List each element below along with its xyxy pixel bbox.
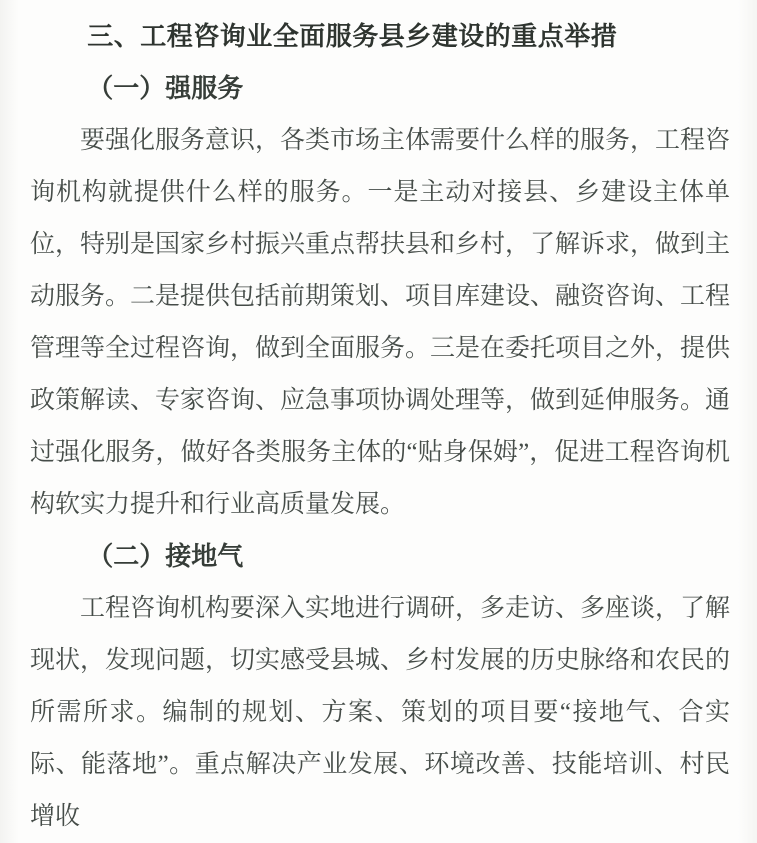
section-grounded [30,531,730,843]
subheading-grounded: （二）接地气 [87,542,244,571]
subheading-strong-service: （一）强服务 [87,74,244,103]
paragraph-strong-service: 要强化服务意识，各类市场主体需要什么样的服务，工程咨询机构就提供什么样的服务。一是主动对接县、乡建设主体单位，特别是国家乡村振兴重点帮扶县和乡村，了解诉求，做到主动服务。二是提供包括前期策划、项目库建设、融资咨询、工程管理等全过程咨询，做到全面服务。三是在委托项目之外，提供政策解读、专家咨询、应急事项协调处理等，做到延伸服务。通过强化服务，做好各类服务主体的“贴身保姆”，促进工程咨询机构软实力提升和行业高质量发展。 [30,127,731,518]
section-strong-service [30,63,730,531]
document-heading: 三、工程咨询业全面服务县乡建设的重点举措 [87,22,618,51]
paragraph-grounded: 工程咨询机构要深入实地进行调研，多走访、多座谈，了解现状，发现问题，切实感受县城、乡村发展的历史脉络和农民的所需所求。编制的规划、方案、策划的项目要“接地气、合实际、能落地”。重点解决产业发展、环境改善、技能培训、村民增收 [30,595,731,830]
